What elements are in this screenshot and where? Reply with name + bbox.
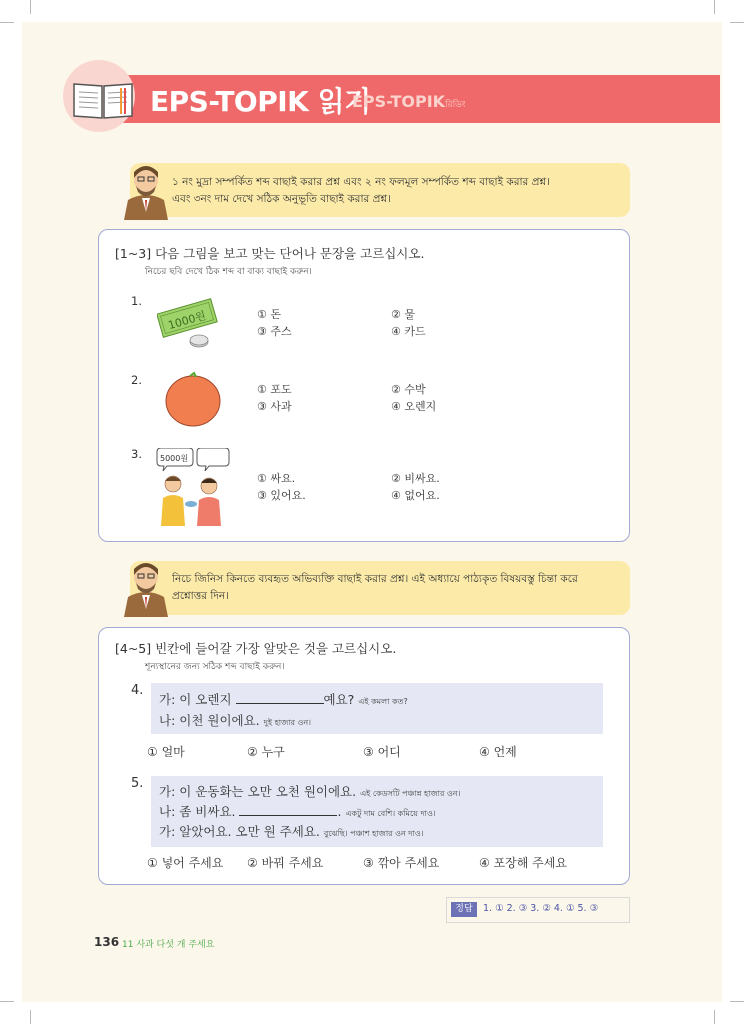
dialogue-line (159, 822, 424, 841)
option-3[interactable]: ③ 있어요. (257, 489, 306, 502)
dialogue-line (159, 782, 460, 801)
page-subtitle (352, 92, 466, 112)
answer-blank (236, 691, 324, 704)
chapter-title: 11 사과 다섯 개 주세요 (122, 940, 215, 950)
answer-label: 정답 (451, 902, 477, 917)
translation-note: এই কমলা কত? (358, 697, 408, 706)
tip-2-line-2: প্রশ্নোত্তর দিন। (172, 590, 229, 602)
option-4[interactable]: ④ 없어요. (391, 489, 440, 502)
option-1[interactable]: ① 포도 (257, 383, 292, 396)
translation-note: একটু দাম বেশি। কমিয়ে দাও। (345, 809, 436, 818)
option-3[interactable]: ③ 주스 (257, 325, 292, 338)
dialogue-text: 나: 이천 원이에요. (159, 713, 260, 728)
page-number: 136 (94, 935, 120, 949)
section-1-subheading: নিচের ছবি দেখে ঠিক শব্দ বা বাক্য বাছাই করুন। (145, 267, 312, 277)
dialogue-line (159, 802, 436, 821)
question-number: 3. (131, 447, 142, 461)
option-2[interactable]: ② 누구 (247, 745, 285, 759)
option-2[interactable]: ② 물 (391, 308, 415, 321)
tip-box-2 (130, 561, 630, 615)
option-2[interactable]: ② 수박 (391, 383, 426, 396)
question-number: 1. (131, 294, 142, 308)
banknote-text: 1000원 (166, 309, 208, 333)
translation-note: বুঝেছি। পঞ্চাশ হাজার ওন দাও। (323, 829, 424, 838)
dialogue-line (159, 711, 311, 730)
answer-blank (239, 803, 337, 816)
dialogue-box-4 (151, 683, 603, 734)
crop-mark (30, 0, 31, 14)
tip-2-text (172, 571, 617, 605)
shopping-scene-icon (155, 448, 231, 528)
tip-1-line-1: ১ নং মুদ্রা সম্পর্কিত শব্দ বাছাই করার প্রশ্ন এবং ২ নং ফলমূল সম্পর্কিত শব্দ বাছাই করার প্রশ্ন। (172, 176, 550, 188)
answer-text: 1. ① 2. ③ 3. ② 4. ① 5. ③ (483, 903, 599, 914)
option-3[interactable]: ③ 사과 (257, 400, 292, 413)
option-2[interactable]: ② 바꿔 주세요 (247, 856, 324, 870)
question-number: 2. (131, 373, 142, 387)
crop-mark (0, 22, 14, 23)
crop-mark (714, 0, 715, 14)
question-number: 4. (131, 683, 144, 698)
price-bubble-text: 5000원 (160, 454, 189, 463)
dialogue-line (159, 690, 408, 709)
answer-key (446, 897, 630, 923)
dialogue-text: 나: 좀 비싸요. (159, 804, 240, 819)
crop-mark (30, 1010, 31, 1024)
option-4[interactable]: ④ 포장해 주세요 (479, 856, 567, 870)
translation-note: এই কেডসটি পঞ্চান্ন হাজার ওন। (360, 789, 461, 798)
dialogue-text: 가: 알았어요. 오만 원 주세요. (159, 824, 320, 839)
section-2-subheading: শূন্যস্থানের জন্য সঠিক শব্দ বাছাই করুন। (145, 662, 285, 672)
question-box-4-5 (98, 627, 630, 885)
option-4[interactable]: ④ 카드 (391, 325, 426, 338)
option-2[interactable]: ② 비싸요. (391, 472, 440, 485)
dialogue-text: 가: 이 운동화는 오만 오천 원이에요. (159, 784, 357, 799)
book-icon (72, 80, 134, 120)
option-1[interactable]: ① 돈 (257, 308, 281, 321)
option-4[interactable]: ④ 오렌지 (391, 400, 437, 413)
crop-mark (714, 1010, 715, 1024)
crop-mark (730, 22, 744, 23)
option-3[interactable]: ③ 어디 (363, 745, 401, 759)
crop-mark (730, 1001, 744, 1002)
teacher-icon (118, 557, 174, 617)
translation-note: দুই হাজার ওন। (263, 718, 312, 727)
option-1[interactable]: ① 얼마 (147, 745, 185, 759)
tip-box-1 (130, 163, 630, 217)
option-4[interactable]: ④ 언제 (479, 745, 517, 759)
option-1[interactable]: ① 넣어 주세요 (147, 856, 224, 870)
question-box-1-3 (98, 229, 630, 542)
tip-1-text (172, 174, 617, 208)
crop-mark (0, 1001, 14, 1002)
question-number: 5. (131, 776, 144, 791)
option-3[interactable]: ③ 깎아 주세요 (363, 856, 440, 870)
tip-1-line-2: এবং ৩নং দাম দেখে সঠিক অনুভূতি বাছাই করার প্রশ্ন। (172, 193, 391, 205)
section-2-heading: [4~5] 빈칸에 들어갈 가장 알맞은 것을 고르십시오. (115, 641, 397, 656)
dialogue-box-5 (151, 776, 603, 847)
subtitle-small: রিডিং (445, 100, 466, 110)
section-1-heading: [1~3] 다음 그림을 보고 맞는 단어나 문장을 고르십시오. (115, 246, 425, 261)
dialogue-text: 예요? (323, 692, 355, 707)
tip-2-line-1: নিচে জিনিস কিনতে ব্যবহৃত অভিব্যক্তি বাছাই করার প্রশ্ন। এই অধ্যায়ে পাঠ্যকৃত বিষয়বস্তু চিন্তা করে (172, 573, 578, 585)
dialogue-text: . (337, 804, 342, 819)
option-1[interactable]: ① 싸요. (257, 472, 296, 485)
dialogue-text: 가: 이 오렌지 (159, 692, 236, 707)
money-icon (157, 298, 219, 350)
teacher-icon (118, 160, 174, 220)
orange-icon (163, 370, 223, 428)
page-title: EPS-TOPIK 읽기 (150, 85, 371, 118)
subtitle-text: EPS-TOPIK (352, 92, 446, 111)
